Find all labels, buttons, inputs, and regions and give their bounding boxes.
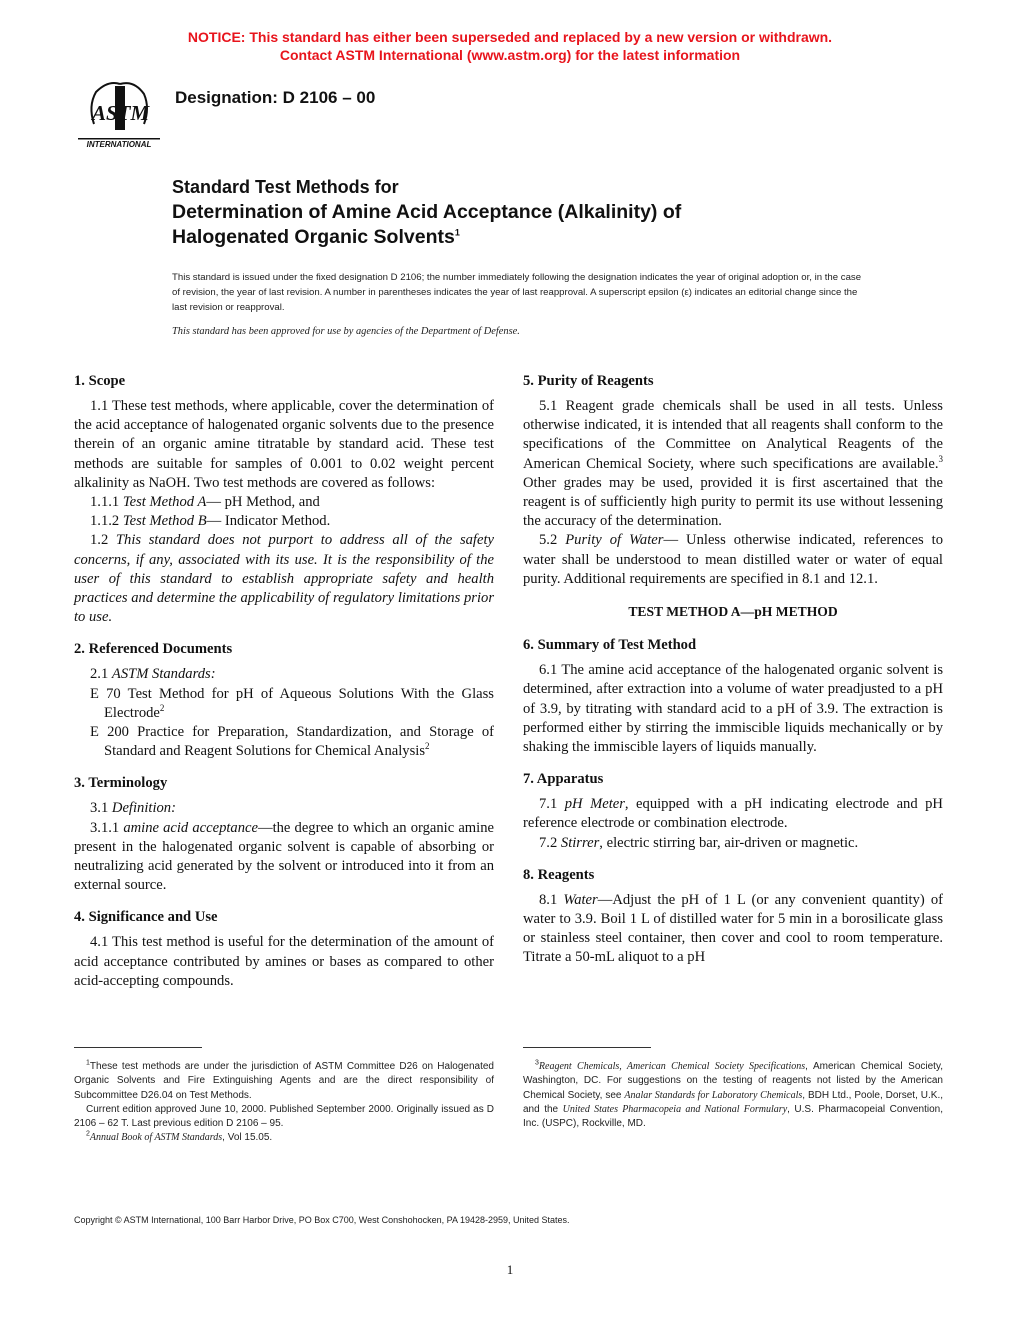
designation: Designation: D 2106 – 00 <box>175 88 376 107</box>
logo-subtitle: INTERNATIONAL <box>86 140 152 149</box>
paragraph <box>523 795 943 833</box>
footnote-text: , U.S. Pharmacopeial Convention, Inc. (USPC), Rockville, MD. <box>523 1103 943 1130</box>
item-number: 1.1.2 <box>90 513 120 530</box>
item-title: Water <box>563 891 598 908</box>
item-text: — pH Method, and <box>206 494 320 511</box>
paragraph-text: Other grades may be used, provided it is first ascertained that the reagent is of sufficiently high purity to permit its use without lessening the accuracy of the determination. <box>523 474 943 530</box>
section-heading: 8. Reagents <box>523 866 595 883</box>
footnote-rule-left <box>74 1047 202 1048</box>
paragraph-number: 3.1.1 <box>90 819 120 836</box>
section-reagents <box>523 866 943 968</box>
footnote <box>74 1060 494 1103</box>
footnotes-right <box>523 1060 943 1131</box>
section-terminology <box>74 774 494 895</box>
footnote-title: Reagent Chemicals, American Chemical Society Specifications <box>538 1061 806 1072</box>
paragraph <box>74 819 494 896</box>
paragraph <box>523 397 943 531</box>
title-line-3: Halogenated Organic Solvents <box>172 226 455 248</box>
paragraph-number: 7.1 <box>539 796 558 813</box>
subheading: Definition: <box>111 800 176 817</box>
paragraph-text: — Unless otherwise indicated, references to water shall be understood to mean distilled water or water of equal purity. Additional requirements are specified in 8.1 and 12.1. <box>523 532 943 587</box>
right-column <box>523 372 943 981</box>
copyright: Copyright © ASTM International, 100 Barr Harbor Drive, PO Box C700, West Conshohocken, PA 19428-2959, United States. <box>74 1215 570 1225</box>
logo-letters: ASTM <box>92 101 150 125</box>
paragraph-number: 8.1 <box>539 891 558 908</box>
item-title: pH Meter <box>564 796 625 813</box>
paragraph-number: 1.2 <box>90 532 109 549</box>
section-heading: 2. Referenced Documents <box>74 641 233 658</box>
method-a-heading: TEST METHOD A—pH METHOD <box>628 604 838 620</box>
footnote-mark: 2 <box>425 741 430 752</box>
footnote-mark: 3 <box>535 1059 539 1067</box>
paragraph: 1.1 These test methods, where applicable, cover the determination of the acid acceptance of halogenated organic solvents due to the presence therein of an organic amine titratable by standard acid. These test methods are suitable for samples of 0.001 to 0.02 weight percent alkalinity as NaOH. Two test methods are covered as follows: <box>74 398 494 491</box>
footnote-title: Analar Standards for Laboratory Chemicals <box>624 1089 803 1101</box>
paragraph-number: 3.1 <box>90 800 109 817</box>
item-title: Stirrer <box>560 834 600 851</box>
withdrawal-notice <box>0 28 1020 64</box>
paragraph <box>523 834 943 853</box>
item-title: Test Method B <box>122 513 207 530</box>
paragraph: 6.1 The amine acid acceptance of the halogenated organic solvent is determined, after extraction into a volume of water preadjusted to a pH of 3.9, by titrating with standard acid to a pH of 3.9. The extraction is performed either by stirring the immiscible liquids mechanically or by shaking the immiscible layers of liquids manually. <box>523 662 943 756</box>
footnote-mark: 2 <box>159 702 165 713</box>
paragraph <box>74 799 494 818</box>
section-purity-of-reagents <box>523 372 943 589</box>
section-apparatus <box>523 770 943 853</box>
footnote-mark: 3 <box>938 453 943 464</box>
reference-item <box>74 685 494 723</box>
footnote: Current edition approved June 10, 2000. Published September 2000. Originally issued as D 2106 – 62 T. Last previous edition D 2106 – 95. <box>74 1103 494 1130</box>
paragraph <box>74 531 494 627</box>
section-heading: 5. Purity of Reagents <box>523 373 654 389</box>
subheading: ASTM Standards: <box>111 666 216 683</box>
defined-term: amine acid acceptance <box>123 819 258 836</box>
footnote <box>74 1131 494 1145</box>
footnote-text: These test methods are under the jurisdiction of ASTM Committee D26 on Halogenated Organic Solvents and Fire Extinguishing Agents and are the direct responsibility of Subcommittee D26.04 on Test Methods. <box>74 1061 494 1101</box>
section-heading: 6. Summary of Test Method <box>523 637 697 654</box>
footnote-text: , Vol 15.05. <box>222 1132 273 1144</box>
reference-text: E 200 Practice for Preparation, Standardization, and Storage of Standard and Reagent Solutions for Chemical Analysis <box>90 724 494 760</box>
notice-line-2: Contact ASTM International (www.astm.org) for the latest information <box>279 47 741 63</box>
left-column <box>74 372 494 1004</box>
title-footnote-mark: 1 <box>454 227 460 238</box>
section-referenced-documents <box>74 640 494 761</box>
footnote-title: United States Pharmacopeia and National Formulary <box>562 1103 788 1115</box>
title-line-2: Determination of Amine Acid Acceptance (Alkalinity) of <box>172 201 682 223</box>
astm-logo <box>74 76 164 150</box>
section-scope <box>74 372 494 627</box>
title-line-1: Standard Test Methods for <box>172 177 399 197</box>
item-text: — Indicator Method. <box>206 513 331 530</box>
notice-line-1: NOTICE: This standard has either been superseded and replaced by a new version or withdrawn. <box>187 29 833 45</box>
issued-note: This standard is issued under the fixed designation D 2106; the number immediately following the designation indicates the year of original adoption or, in the case of revision, the year of last revision. A number in parentheses indicates the year of last reapproval. A superscript epsilon (ε) indicates an editorial change since the last revision or reapproval. <box>172 272 862 313</box>
list-item <box>74 512 494 531</box>
definition-text: —the degree to which an organic amine present in the halogenated organic solvent is capable of absorbing or neutralizing acid generated by the solvent or introduced into it from an external source. <box>74 819 494 894</box>
section-heading: 3. Terminology <box>74 775 168 792</box>
paragraph <box>523 891 943 968</box>
section-heading: 1. Scope <box>74 373 126 389</box>
footnote-title: Annual Book of ASTM Standards <box>89 1132 223 1144</box>
safety-caveat: This standard does not purport to address all of the safety concerns, if any, associated with its use. It is the responsibility of the user of this standard to establish appropriate safety and health practices and determine the applicability of regulatory limitations prior to use. <box>74 532 494 626</box>
footnotes-left <box>74 1060 494 1146</box>
subheading: Purity of Water <box>565 532 664 549</box>
section-significance <box>74 908 494 991</box>
paragraph: 4.1 This test method is useful for the determination of the amount of acid acceptance contributed by amines or bases as compared to other acid-accepting compounds. <box>74 934 494 989</box>
section-summary <box>523 636 943 757</box>
paragraph <box>523 531 943 589</box>
footnote <box>523 1060 943 1131</box>
paragraph-text: , equipped with a pH indicating electrode and pH reference electrode or combination electrode. <box>523 796 943 832</box>
footnote-rule-right <box>523 1047 651 1048</box>
item-title: Test Method A <box>122 494 207 511</box>
paragraph-text: —Adjust the pH of 1 L (or any convenient quantity) of water to 3.9. Boil 1 L of distilled water for 5 min in a borosilicate glass or stainless steel container, then cover and cool to room temperature. Titrate a 50-mL aliquot to a pH <box>523 891 943 966</box>
paragraph-text: 5.1 Reagent grade chemicals shall be used in all tests. Unless otherwise indicated, it is intended that all reagents shall conform to the specifications of the Committee on Analytical Reagents of the American Chemical Society, where such specifications are available. <box>523 398 943 472</box>
paragraph-number: 2.1 <box>90 666 109 683</box>
paragraph-number: 7.2 <box>539 834 558 851</box>
paragraph-number: 5.2 <box>539 532 558 549</box>
footnote-text: , BDH Ltd., Poole, Dorset, U.K., and the <box>523 1089 943 1115</box>
item-number: 1.1.1 <box>90 494 120 511</box>
list-item <box>74 493 494 512</box>
section-heading: 4. Significance and Use <box>74 909 218 926</box>
page-number: 1 <box>506 1262 514 1277</box>
reference-text: E 70 Test Method for pH of Aqueous Solutions With the Glass Electrode <box>90 685 494 721</box>
footnote-text: , American Chemical Society, Washington, DC. For suggestions on the testing of reagents not listed by the American Chemical Society, see <box>523 1061 943 1101</box>
approved-note: This standard has been approved for use by agencies of the Department of Defense. <box>172 326 520 337</box>
paragraph <box>74 665 494 684</box>
footnote-mark: 1 <box>86 1059 90 1067</box>
footnote-mark: 2 <box>86 1131 90 1139</box>
reference-item <box>74 723 494 761</box>
paragraph-text: , electric stirring bar, air-driven or magnetic. <box>599 834 859 851</box>
section-heading: 7. Apparatus <box>523 771 604 788</box>
document-title <box>172 175 872 250</box>
